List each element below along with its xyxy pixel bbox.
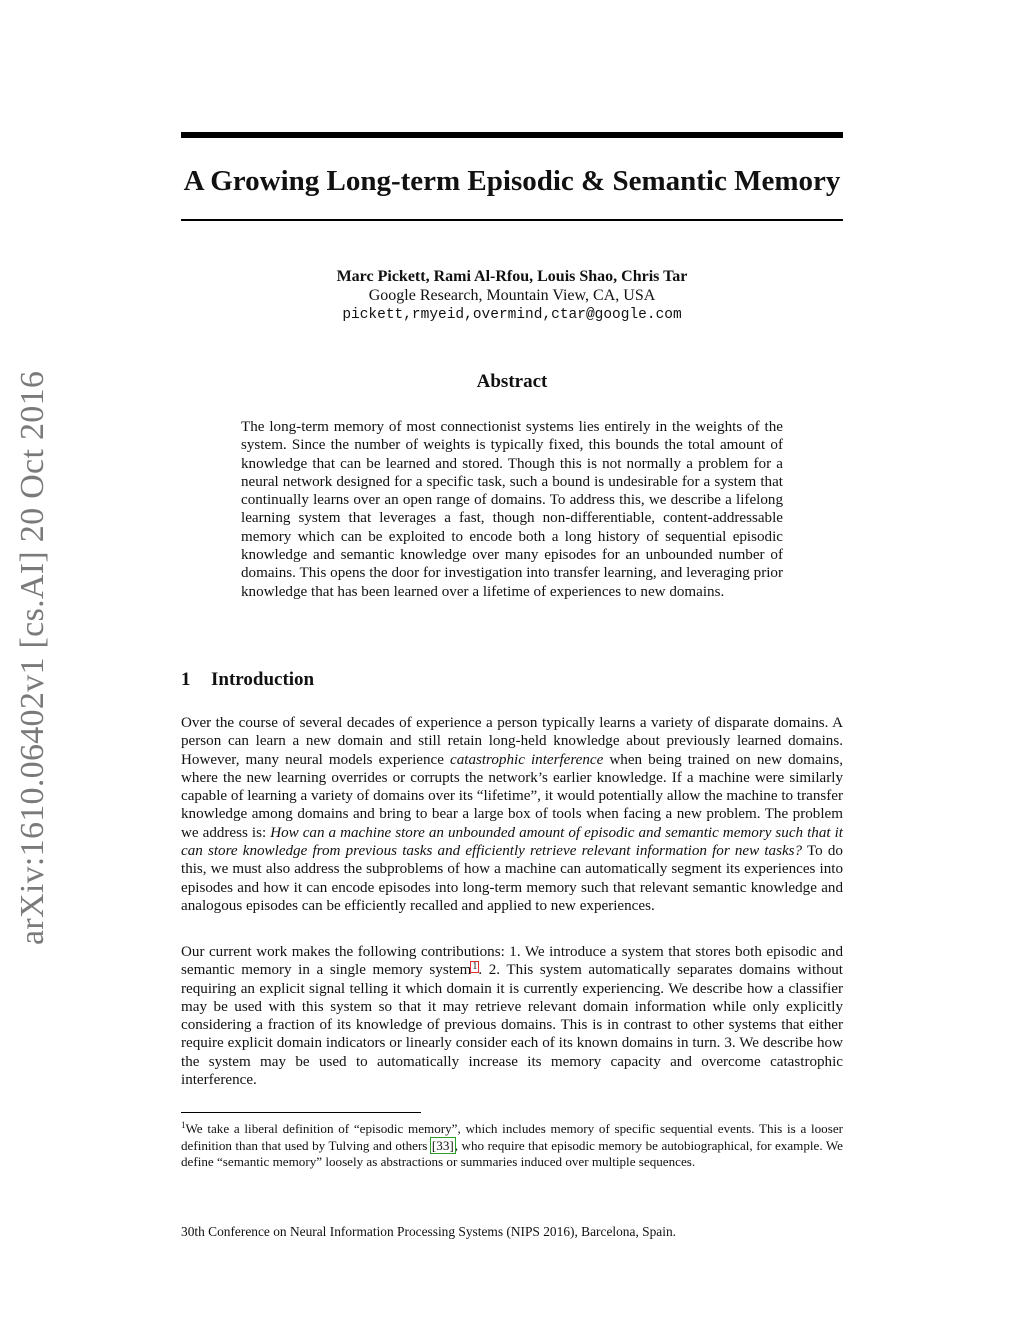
abstract-text: The long-term memory of most connectionist systems lies entirely in the weights of the system. Since the number of weights is typically fixed, this bounds the total amount of knowledge that can be learned and stored. Though this is not normally a problem for a neural network designed for a specific task, such a bound is undesirable for a system that continually learns over an open range of domains. To address this, we describe a lifelong learning system that leverages a fast, though non-differentiable, content-addressable memory which can be exploited to encode both a long history of sequential episodic knowledge and semantic knowledge over many episodes for an unbounded number of domains. This opens the door for investigation into transfer learning, and leveraging prior knowledge that has been learned over a lifetime of experiences to new domains.: [241, 419, 783, 600]
title-rule-bottom: [181, 219, 843, 221]
conference-footer: 30th Conference on Neural Information Processing Systems (NIPS 2016), Barcelona, Spain.: [181, 1224, 676, 1239]
section-heading-introduction: [181, 668, 843, 692]
footnote-mark: 1: [181, 1120, 186, 1130]
author-block: [181, 267, 843, 325]
arxiv-side-stamp: arXiv:1610.06402v1 [cs.AI] 20 Oct 2016: [14, 370, 51, 945]
section-title: Introduction: [211, 669, 315, 690]
paragraph-2-text-a: Our current work makes the following contributions: 1. We introduce a system that stores both episodic and semantic memory in a single memory system: [181, 944, 843, 979]
author-email: pickett,rmyeid,overmind,ctar@google.com: [342, 307, 682, 323]
footnote-rule: [181, 1112, 421, 1113]
intro-paragraph-1: [181, 714, 843, 915]
paper-title: A Growing Long-term Episodic & Semantic Memory: [183, 165, 841, 197]
author-names: Marc Pickett, Rami Al-Rfou, Louis Shao, Chris Tar: [336, 268, 688, 285]
paragraph-1-text-c: To do this, we must also address the subproblems of how a machine can automatically segment its experiences into episodes and how it can encode episodes into long-term memory such that relevant semantic knowledge and analogous episodes can be efficiently recalled and applied to new experiences.: [181, 843, 843, 914]
paragraph-1-italic-term: catastrophic interference: [450, 751, 604, 768]
footnote-text-b: , who require that episodic memory be autobiographical, for example. We define “semantic memory” loosely as abstractions or summaries induced over multiple sequences.: [181, 1137, 843, 1169]
footnote-1: [181, 1117, 843, 1171]
abstract-heading: Abstract: [476, 371, 548, 392]
paragraph-1-text-b: when being trained on new domains, where the new learning overrides or corrupts the network’s earlier knowledge. If a machine were similarly capable of learning a variety of domains over its “lifetime”, it would potentially allow the machine to transfer knowledge among domains and bring to bear a large box of tools when facing a new problem. The problem we address is:: [181, 751, 843, 841]
paragraph-2-text-b: . 2. This system automatically separates domains without requiring an explicit signal telling it which domain it is currently experiencing. We describe how a classifier may be used with this system so that it may retrieve relevant domain information while only explicitly considering a fraction of its knowledge of previous domains. This is in contrast to other systems that either require explicit domain indicators or linearly consider each of its known domains in turn. 3. We describe how the system may be used to automatically increase its memory capacity and overcome catastrophic interference.: [181, 962, 843, 1089]
intro-paragraph-2: [181, 943, 843, 1089]
footnote-text-a: We take a liberal definition of “episodic memory”, which includes memory of specific sequential events. This is a looser definition than that used by Tulving and others: [181, 1121, 843, 1153]
title-rule-top: [181, 132, 843, 138]
paragraph-1-research-question: How can a machine store an unbounded amount of episodic and semantic memory such that it can store knowledge from previous tasks and efficiently retrieve relevant information for new tasks?: [181, 824, 844, 860]
citation-33-link[interactable]: [33]: [431, 1137, 454, 1153]
paragraph-1-text-a: Over the course of several decades of experience a person typically learns a variety of disparate domains. A person can learn a new domain and still retain long-held knowledge about previously learned domains. However, many neural models experience: [181, 715, 843, 768]
section-number: 1: [181, 669, 191, 690]
footnote-1-link[interactable]: 1: [472, 961, 478, 973]
author-affiliation: Google Research, Mountain View, CA, USA: [368, 287, 656, 304]
